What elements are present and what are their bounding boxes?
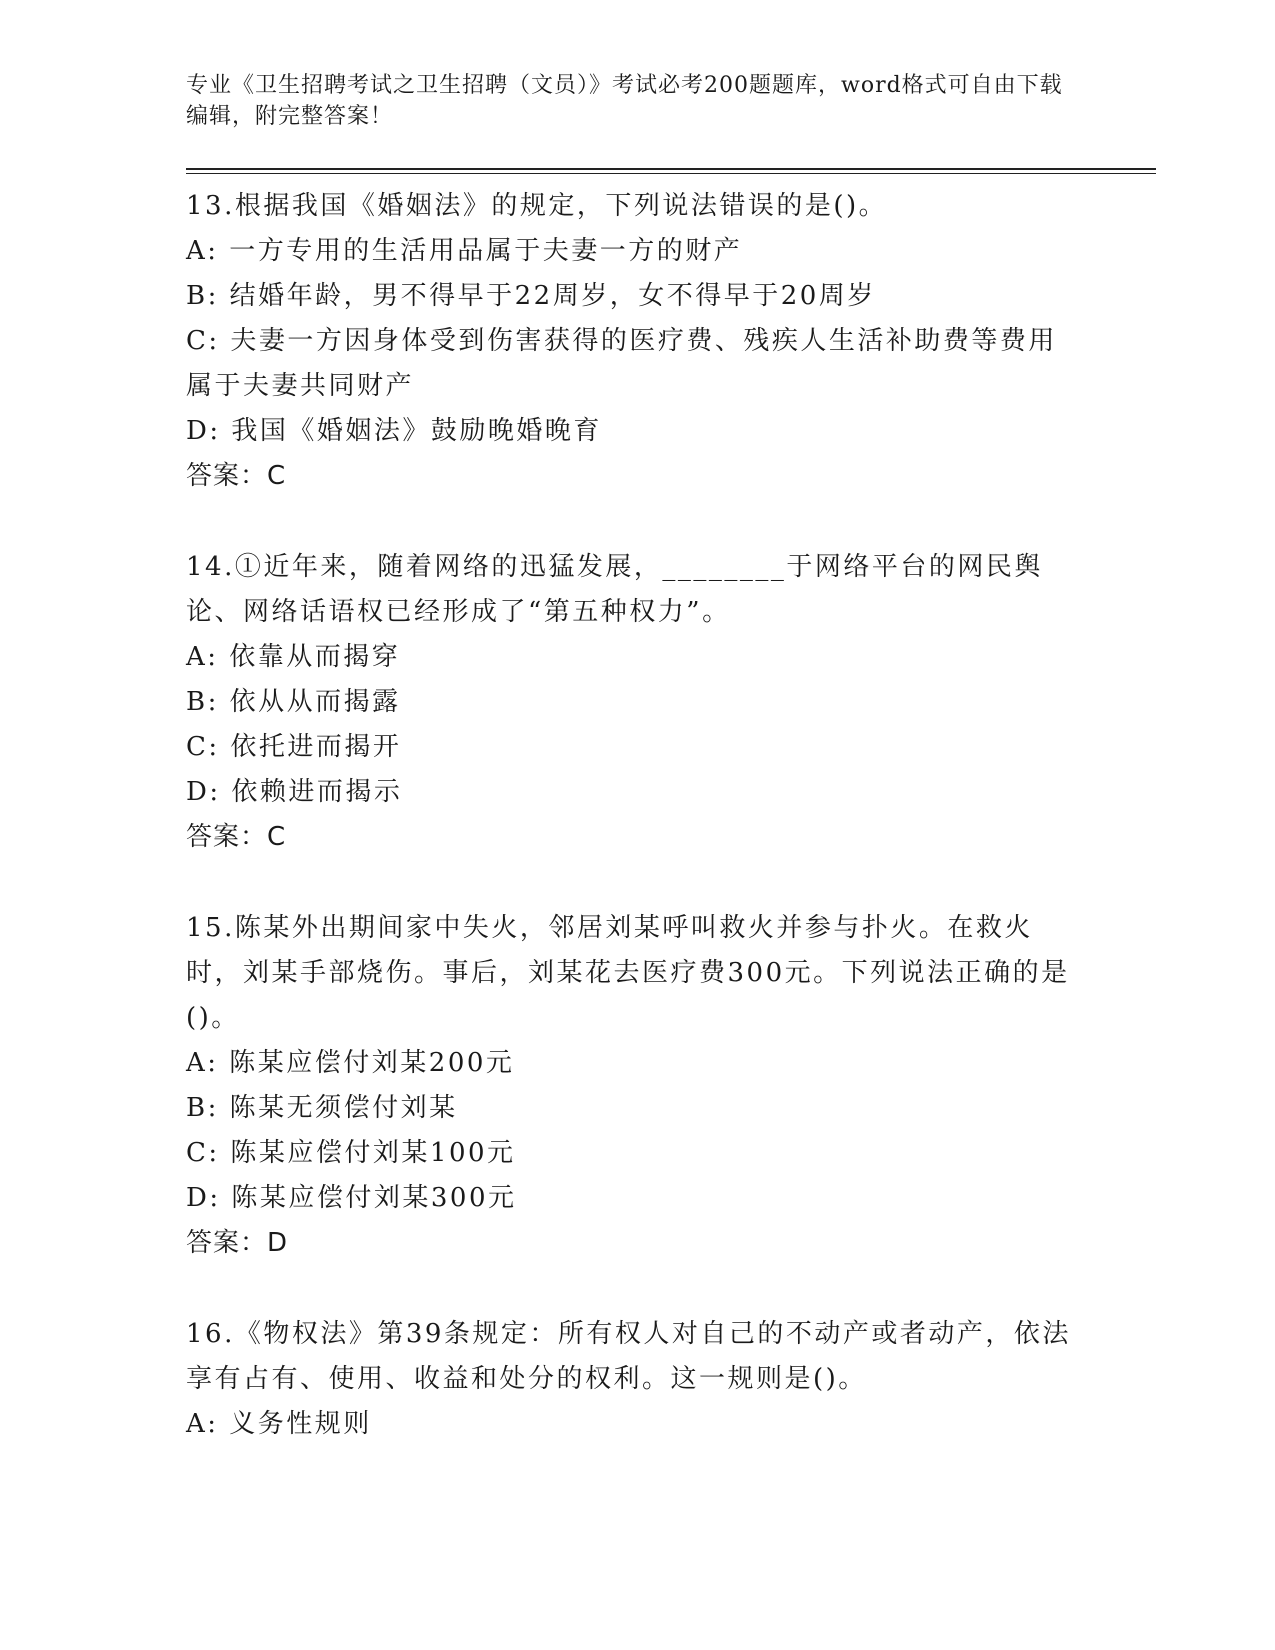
divider-line-thin	[186, 173, 1156, 174]
document-header: 专业《卫生招聘考试之卫生招聘（文员）》考试必考200题题库，word格式可自由下载编辑，附完整答案！	[186, 73, 1063, 129]
option-d: D: 依赖进而揭示	[186, 777, 403, 807]
question-list	[186, 184, 1156, 1447]
header-divider	[186, 168, 1156, 174]
question-13	[186, 184, 1156, 499]
option-b: B: 结婚年龄，男不得早于22周岁，女不得早于20周岁	[186, 281, 876, 311]
question-14	[186, 545, 1156, 860]
option-a: A: 陈某应偿付刘某200元	[186, 1048, 515, 1078]
option-c: C: 陈某应偿付刘某100元	[186, 1138, 516, 1168]
document-page	[186, 70, 1156, 1493]
option-c: C: 依托进而揭开	[186, 732, 402, 762]
question-stem: 14.①近年来，随着网络的迅猛发展，________于网络平台的网民舆论、网络话语权已经形成了“第五种权力”。	[186, 552, 1043, 627]
answer-line: 答案：D	[186, 1228, 289, 1258]
option-b: B: 依从从而揭露	[186, 687, 401, 717]
question-16	[186, 1312, 1156, 1447]
question-stem: 16.《物权法》第39条规定：所有权人对自己的不动产或者动产，依法享有占有、使用、收益和处分的权利。这一规则是()。	[186, 1319, 1071, 1394]
option-a: A: 依靠从而揭穿	[186, 642, 401, 672]
divider-line-thick	[186, 168, 1156, 170]
question-stem: 15.陈某外出期间家中失火，邻居刘某呼叫救火并参与扑火。在救火时，刘某手部烧伤。事后，刘某花去医疗费300元。下列说法正确的是()。	[186, 913, 1070, 1033]
question-15	[186, 906, 1156, 1266]
option-d: D: 陈某应偿付刘某300元	[186, 1183, 517, 1213]
option-c: C: 夫妻一方因身体受到伤害获得的医疗费、残疾人生活补助费等费用属于夫妻共同财产	[186, 326, 1057, 401]
option-d: D: 我国《婚姻法》鼓励晚婚晚育	[186, 416, 602, 446]
option-a: A: 义务性规则	[186, 1409, 372, 1439]
answer-line: 答案：C	[186, 461, 287, 491]
option-a: A: 一方专用的生活用品属于夫妻一方的财产	[186, 236, 743, 266]
question-stem: 13.根据我国《婚姻法》的规定，下列说法错误的是()。	[186, 191, 888, 221]
answer-line: 答案：C	[186, 822, 287, 852]
option-b: B: 陈某无须偿付刘某	[186, 1093, 458, 1123]
